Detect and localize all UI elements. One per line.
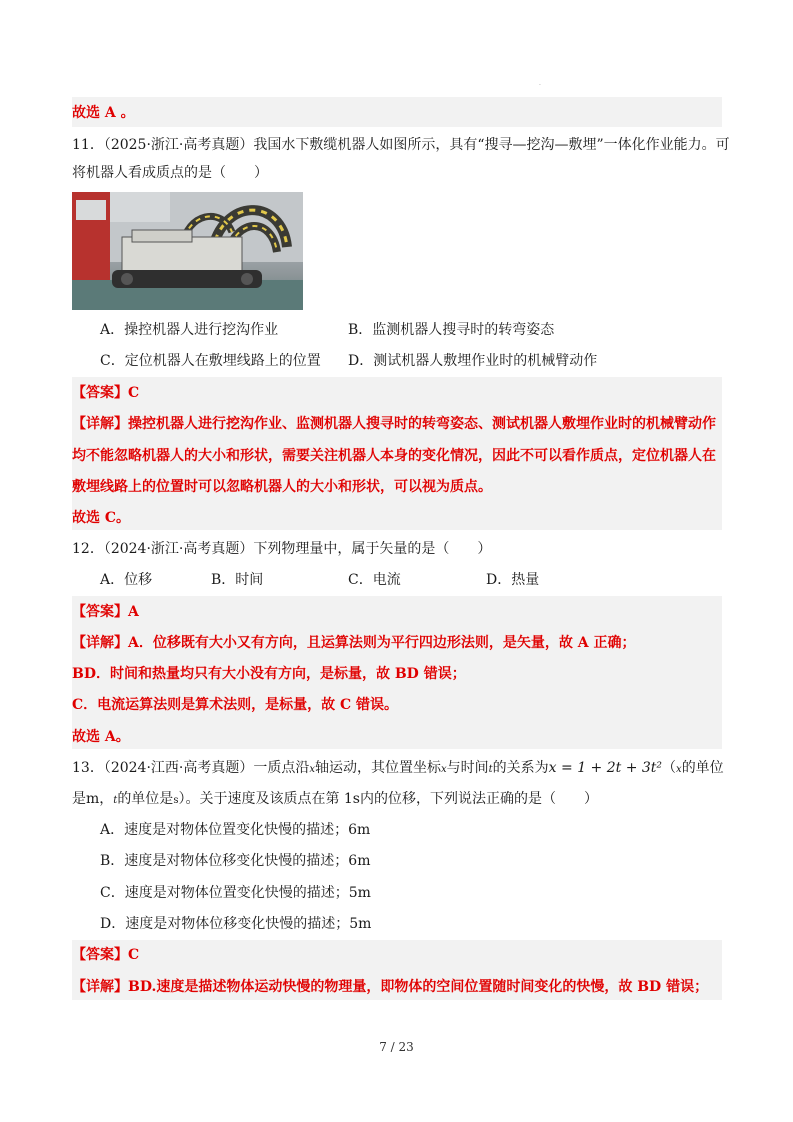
q13-stem-line2-b: 的单位是	[117, 791, 174, 807]
q11-detail-label: 【详解】	[72, 416, 128, 432]
q13-var-x-3: x	[676, 764, 682, 775]
q11-option-a: A．操控机器人进行挖沟作业	[100, 322, 279, 338]
prev-answer-conclusion: 故选 A 。	[72, 105, 135, 121]
q13-unit-s: s	[173, 795, 179, 806]
q11-conclusion: 故选 C。	[72, 510, 131, 526]
robot-illustration	[72, 192, 303, 310]
cable-laying-robot-photo	[72, 192, 303, 310]
q12-answer-label: 【答案】	[72, 604, 128, 620]
q12-stem-text: 下列物理量中，属于矢量的是（ ）	[253, 541, 492, 557]
q13-var-t-1: t	[488, 764, 493, 775]
q13-number: 13．	[72, 760, 104, 776]
q12-detail-label: 【详解】	[72, 635, 128, 651]
q11-answer-label: 【答案】	[72, 385, 128, 401]
q12-conclusion: 故选 A。	[72, 729, 130, 745]
q13-stem-c: 与时间	[446, 760, 489, 776]
q11-stem-text1: 我国水下敷缆机器人如图所示，具有“搜寻—挖沟—敷埋”一体化作业能力。可	[253, 137, 730, 153]
q13-answer: C	[128, 947, 140, 963]
q11-answer: C	[128, 385, 140, 401]
q13-stem-line1	[72, 758, 722, 780]
q12-answer-line	[72, 602, 722, 622]
q12-option-b: B．时间	[211, 572, 264, 588]
q13-detail-line1	[72, 977, 722, 997]
q13-stem-f: 的单位	[681, 760, 724, 776]
q12-stem	[72, 539, 722, 559]
q11-detail-line3: 敷埋线路上的位置时可以忽略机器人的大小和形状，可以视为质点。	[72, 479, 492, 495]
q13-option-c: C．速度是对物体位置变化快慢的描述；5m	[100, 885, 371, 901]
q13-option-b: B．速度是对物体位移变化快慢的描述；6m	[100, 853, 371, 869]
q12-detail-line3: C．电流运算法则是算术法则，是标量，故 C 错误。	[72, 697, 399, 713]
q11-stem-line1	[72, 135, 730, 155]
q12-option-a: A．位移	[100, 572, 153, 588]
q12-detail-line2: BD．时间和热量均只有大小没有方向，是标量，故 BD 错误；	[72, 666, 466, 682]
q13-stem-line2-c: ）。关于速度及该质点在第 1s内的位移，下列说法正确的是（ ）	[178, 791, 598, 807]
q13-var-x-1: x	[309, 764, 315, 775]
q12-option-c: C．电流	[348, 572, 401, 588]
q12-answer: A	[128, 604, 139, 620]
q13-detail-label: 【详解】	[72, 979, 128, 995]
q13-option-d: D．速度是对物体位移变化快慢的描述；5m	[100, 916, 372, 932]
q13-stem-d: 的关系为	[492, 760, 549, 776]
q12-detail-text1: A．位移既有大小又有方向，且运算法则为平行四边形法则，是矢量，故 A 正确；	[128, 635, 636, 651]
q13-answer-label: 【答案】	[72, 947, 128, 963]
q11-stem-line2: 将机器人看成质点的是（ ）	[72, 165, 268, 181]
top-dot: .	[539, 80, 541, 87]
q13-stem-line2	[72, 789, 722, 811]
q11-detail-line2: 均不能忽略机器人的大小和形状，需要关注机器人本身的变化情况，因此不可以看作质点，定位机器人在	[72, 448, 716, 464]
q12-source: （2024·浙江·高考真题）	[103, 541, 254, 557]
q13-equation: x = 1 + 2t + 3t²	[548, 760, 663, 776]
page-number: 7 / 23	[379, 1040, 414, 1054]
q11-source: （2025·浙江·高考真题）	[103, 137, 254, 153]
q12-number: 12．	[72, 541, 104, 557]
q13-stem-line2-a: 是m，	[72, 791, 114, 807]
q13-answer-line	[72, 945, 722, 965]
q13-detail-text1: BD.速度是描述物体运动快慢的物理量，即物体的空间位置随时间变化的快慢，故 BD 错误；	[128, 979, 709, 995]
q13-source: （2024·江西·高考真题）	[103, 760, 254, 776]
q11-option-d: D．测试机器人敷埋作业时的机械臂动作	[348, 353, 598, 369]
q13-var-x-2: x	[441, 764, 447, 775]
q11-number: 11．	[72, 137, 104, 153]
q13-option-a: A．速度是对物体位置变化快慢的描述；6m	[100, 822, 371, 838]
q11-detail-line1	[72, 414, 722, 434]
q11-detail-text1: 操控机器人进行挖沟作业、监测机器人搜寻时的转弯姿态、测试机器人敷埋作业时的机械臂动作	[128, 416, 716, 432]
q13-stem-a: 一质点沿	[253, 760, 310, 776]
q12-option-d: D．热量	[486, 572, 540, 588]
q13-stem-e: （	[662, 760, 677, 776]
q11-option-c: C．定位机器人在敷埋线路上的位置	[100, 353, 321, 369]
q13-var-t-2: t	[113, 795, 118, 806]
q12-detail-line1	[72, 633, 722, 653]
q13-stem-b: 轴运动，其位置坐标	[315, 760, 441, 776]
q11-answer-line	[72, 383, 722, 403]
q11-option-b: B．监测机器人搜寻时的转弯姿态	[348, 322, 555, 338]
